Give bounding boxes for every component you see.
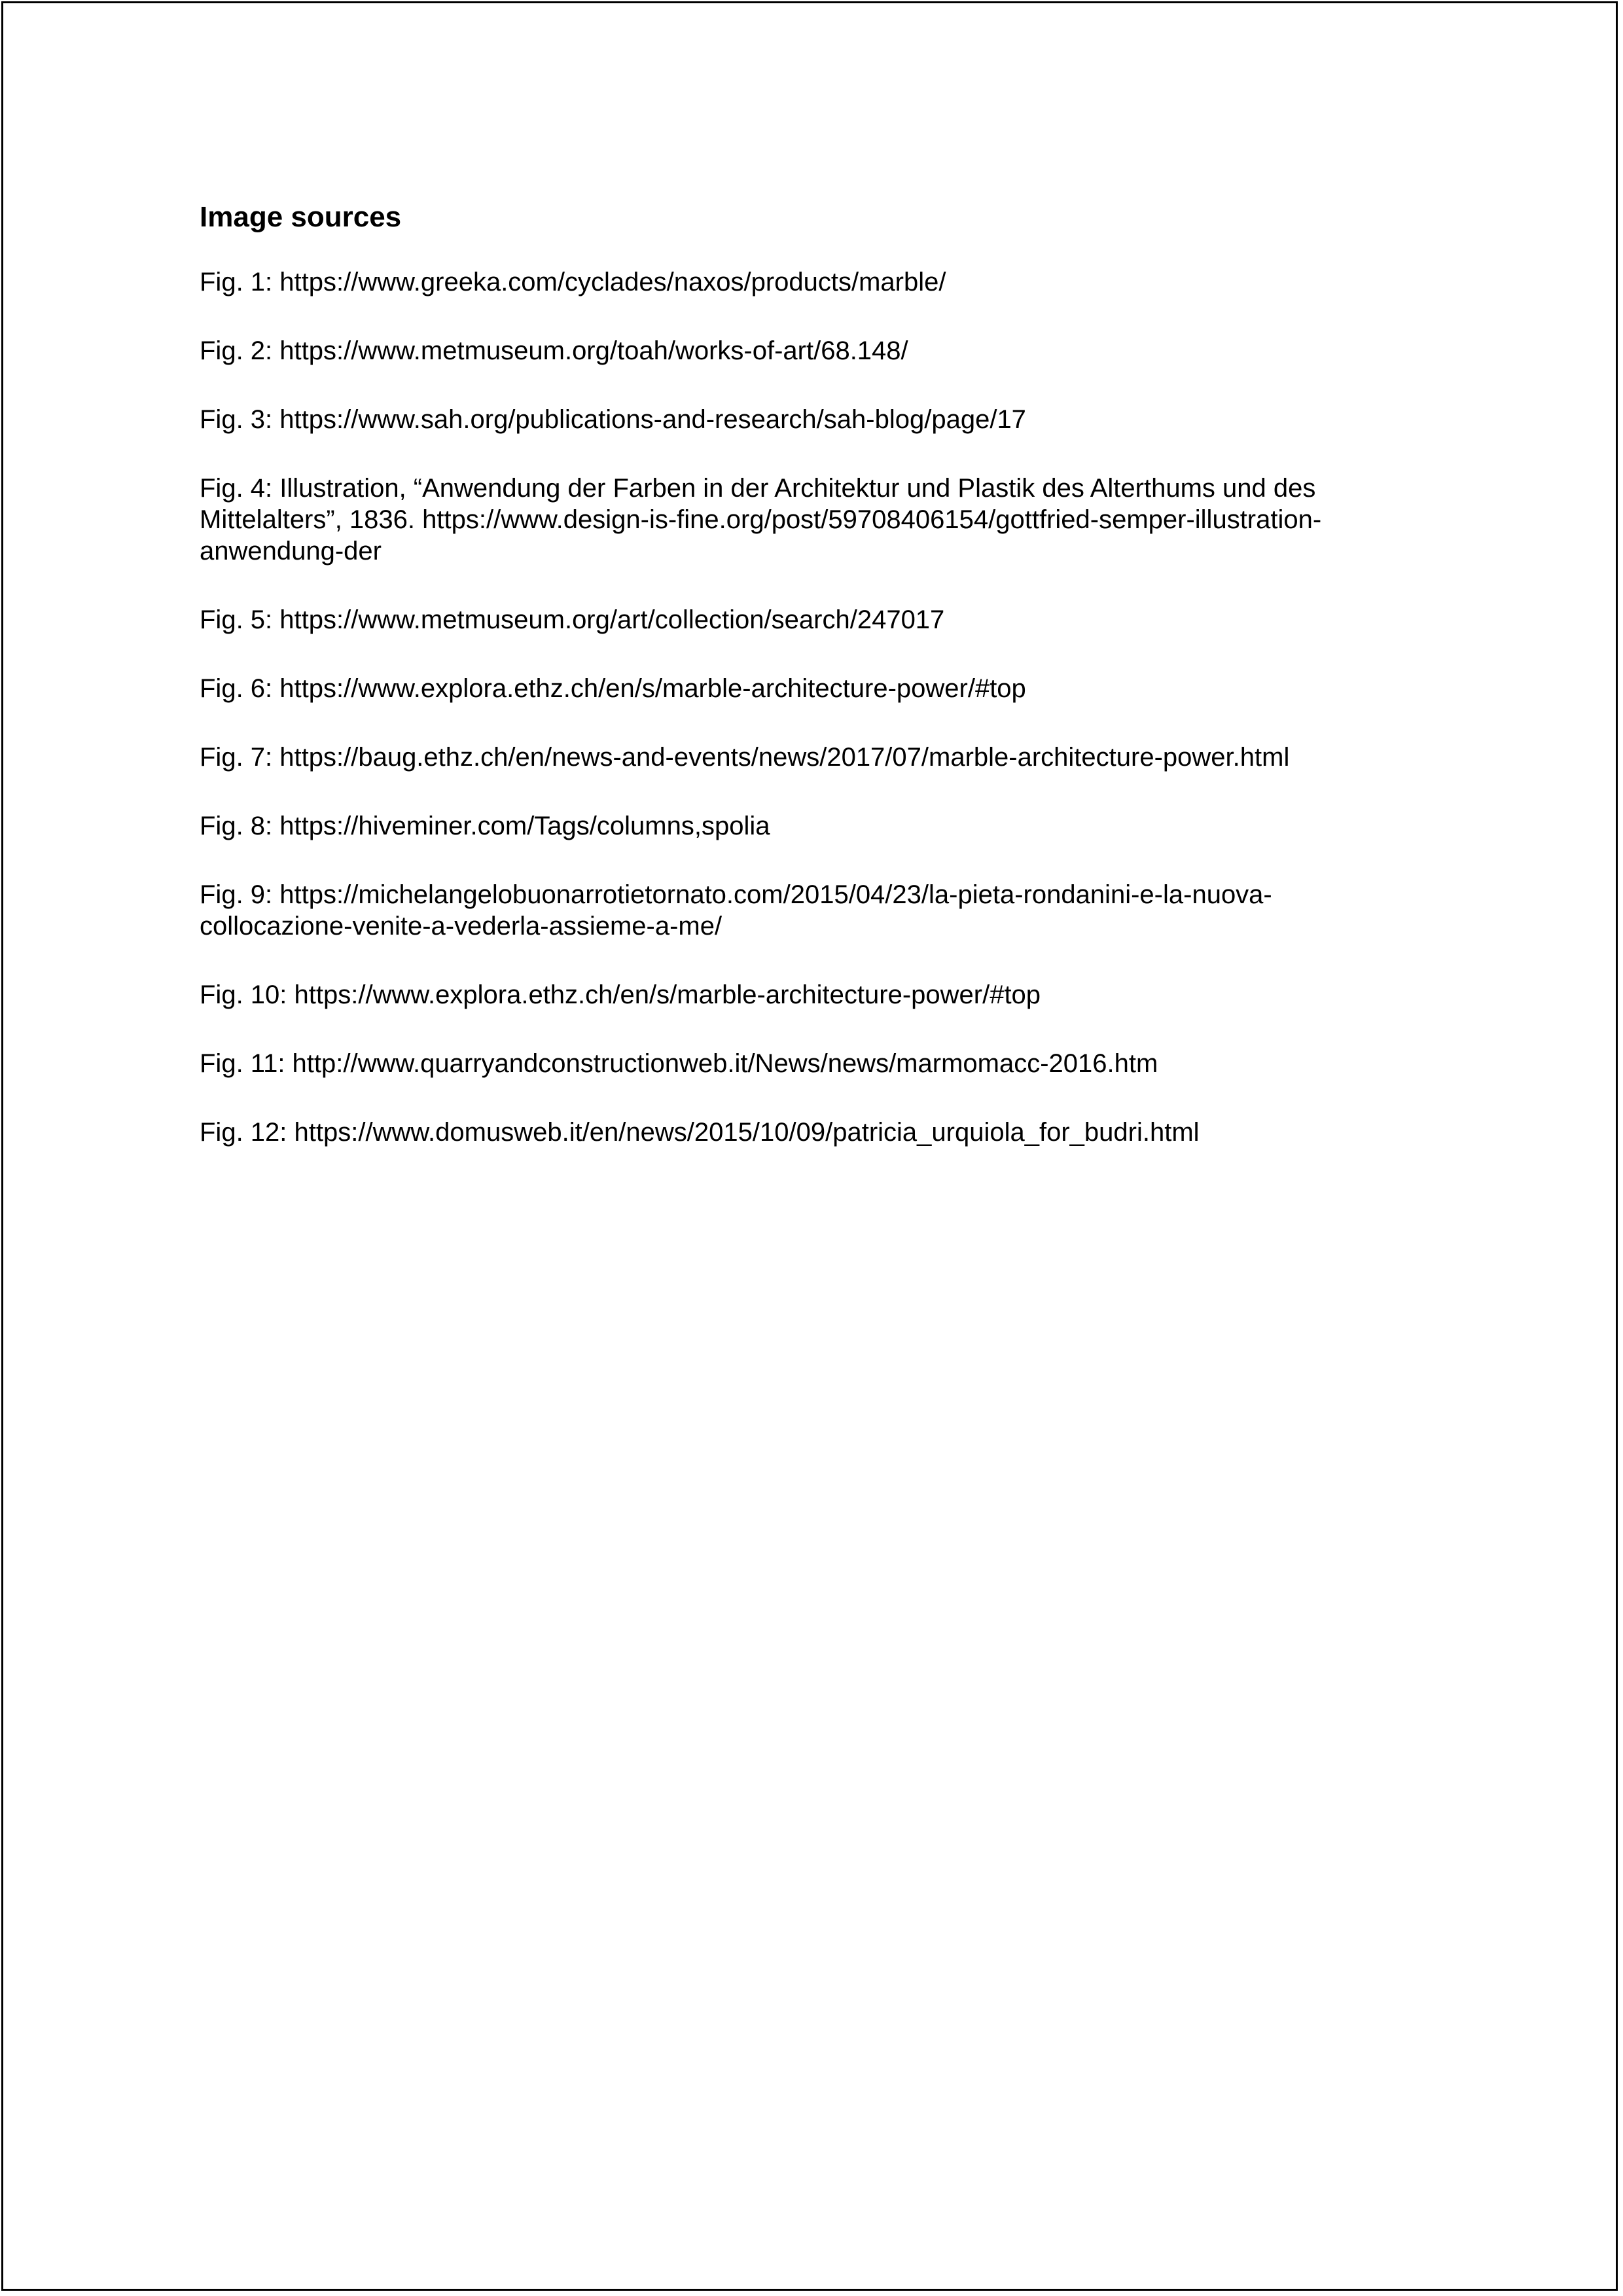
image-source-list [200,266,1417,1148]
source-text: https://www.explora.ethz.ch/en/s/marble-architecture-power/#top [294,980,1041,1009]
source-text: http://www.quarryandconstructionweb.it/News/news/marmomacc-2016.htm [292,1049,1158,1078]
figure-label: Fig. 4: [200,474,280,503]
figure-label: Fig. 2: [200,336,280,365]
image-source-item [200,742,1417,773]
source-text: https://www.greeka.com/cyclades/naxos/products/marble/ [279,268,946,296]
figure-label: Fig. 6: [200,674,280,703]
figure-label: Fig. 3: [200,405,280,434]
figure-label: Fig. 12: [200,1118,294,1147]
figure-label: Fig. 1: [200,268,280,296]
page-title: Image sources [200,201,402,233]
image-source-item [200,1048,1417,1079]
source-text: https://www.metmuseum.org/art/collection/search/247017 [279,605,945,634]
image-source-item [200,266,1417,298]
figure-label: Fig. 7: [200,743,280,772]
source-text: https://www.domusweb.it/en/news/2015/10/09/patricia_urquiola_for_budri.html [294,1118,1200,1147]
source-text: https://www.metmuseum.org/toah/works-of-art/68.148/ [279,336,908,365]
image-source-item [200,810,1417,842]
source-text: Illustration, “Anwendung der Farben in der Architektur und Plastik des Alterthums und des Mittelalters”, 1836. https://www.design-is-fine.org/post/59708406154/gottfried-semper-illustration-anwendung-der [200,474,1322,565]
figure-label: Fig. 11: [200,1049,293,1078]
figure-label: Fig. 5: [200,605,280,634]
page-frame [1,1,1618,2291]
image-source-item [200,604,1417,636]
image-source-item [200,335,1417,367]
image-source-item [200,404,1417,435]
source-text: https://www.sah.org/publications-and-research/sah-blog/page/17 [279,405,1026,434]
figure-label: Fig. 10: [200,980,294,1009]
image-source-item [200,673,1417,704]
image-source-item [200,473,1417,567]
source-text: https://www.explora.ethz.ch/en/s/marble-architecture-power/#top [279,674,1026,703]
document-body [200,198,1417,1185]
figure-label: Fig. 8: [200,812,280,840]
source-text: https://hiveminer.com/Tags/columns,spolia [279,812,770,840]
image-source-item [200,879,1417,942]
image-source-item [200,979,1417,1011]
source-text: https://michelangelobuonarrotietornato.com/2015/04/23/la-pieta-rondanini-e-la-nuova-collocazione-venite-a-vederla-assieme-a-me/ [200,880,1272,941]
figure-label: Fig. 9: [200,880,280,909]
source-text: https://baug.ethz.ch/en/news-and-events/news/2017/07/marble-architecture-power.html [279,743,1290,772]
image-source-item [200,1117,1417,1148]
